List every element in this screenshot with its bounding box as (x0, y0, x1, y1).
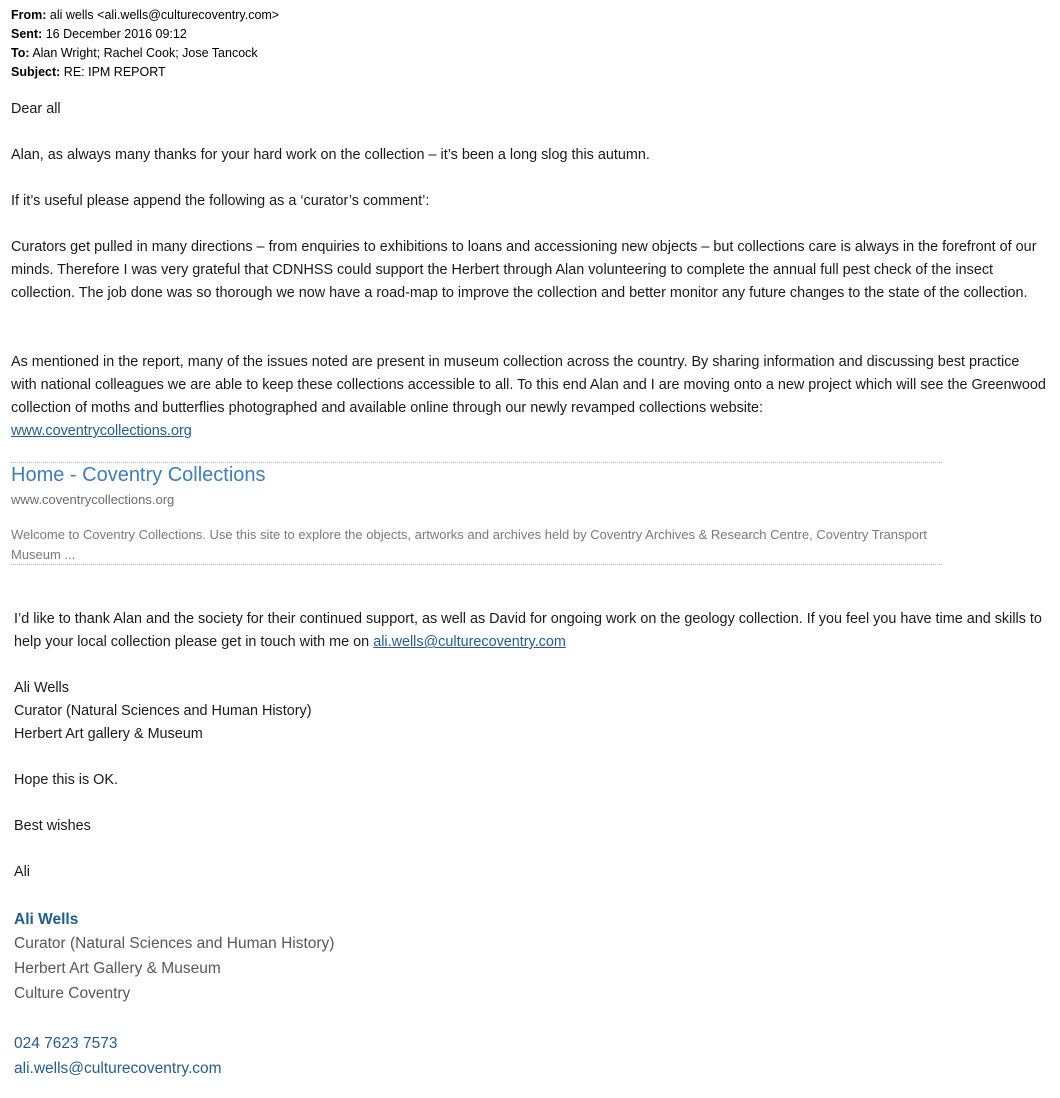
thanks-paragraph: Alan, as always many thanks for your hard work on the collection – it’s been a long slog this autumn. (11, 147, 650, 163)
signature-email[interactable]: ali.wells@culturecoventry.com (14, 1060, 222, 1077)
signature-company: Culture Coventry (14, 985, 131, 1002)
from-value[interactable]: ali wells <ali.wells@culturecoventry.com> (49, 8, 280, 22)
subject-label: Subject: (11, 65, 61, 79)
append-request: If it’s useful please append the following as a ‘curator’s comment’: (11, 193, 430, 209)
signoff-block (14, 677, 1050, 746)
preview-description: Welcome to Coventry Collections. Use this site to explore the objects, artworks and archives held by Coventry Archives & Research Centre, Coventry Transport Museum ... (11, 527, 927, 562)
report-paragraph (11, 351, 1047, 443)
sent-label: Sent: (11, 27, 43, 41)
signoff-role: Curator (Natural Sciences and Human History) (14, 703, 312, 719)
signature-role: Curator (Natural Sciences and Human History) (14, 935, 335, 952)
signature-phone[interactable]: 024 7623 7573 (14, 1035, 118, 1052)
sent-value: 16 December 2016 09:12 (45, 27, 187, 41)
preview-bottom-rule (11, 564, 942, 565)
from-label: From: (11, 8, 47, 22)
signature-name: Ali Wells (14, 911, 79, 928)
signoff-name: Ali Wells (14, 680, 69, 696)
preview-url: www.coventrycollections.org (11, 492, 175, 507)
society-thanks-text: I’d like to thank Alan and the society for their continued support, as well as David for ongoing work on the geology collection. If you feel you have time and skills to help your local collection please get in touch with me on (14, 611, 1042, 650)
website-link[interactable]: www.coventrycollections.org (11, 423, 192, 439)
from-row (11, 6, 279, 25)
to-label: To: (11, 46, 30, 60)
best-wishes: Best wishes (14, 818, 91, 834)
short-name: Ali (14, 864, 30, 880)
subject-row (11, 63, 279, 82)
curators-paragraph: Curators get pulled in many directions – from enquiries to exhibitions to loans and accessioning new objects – but collections care is always in the forefront of our minds. Therefore I was very grateful that CDNHSS could support the Herbert through Alan volunteering to complete the annual full pest check of the insect collection. The job done was so thorough we now have a road-map to improve the collection and better monitor any future changes to the state of the collection. (11, 239, 1037, 301)
contact-email-link[interactable]: ali.wells@culturecoventry.com (373, 634, 566, 650)
subject-value: RE: IPM REPORT (63, 65, 166, 79)
to-value[interactable]: Alan Wright; Rachel Cook; Jose Tancock (32, 46, 258, 60)
link-preview-card[interactable] (11, 462, 942, 565)
greeting: Dear all (11, 101, 61, 117)
sent-row (11, 25, 279, 44)
hope-ok: Hope this is OK. (14, 772, 118, 788)
society-thanks-paragraph (14, 608, 1044, 654)
report-text: As mentioned in the report, many of the issues noted are present in museum collection across the country. By sharing information and discussing best practice with national colleagues we are able to keep these collections accessible to all. To this end Alan and I are moving onto a new project which will see the Greenwood collection of moths and butterflies photographed and available online through our newly revamped collections website: (11, 354, 1046, 416)
email-header (11, 6, 279, 82)
signoff-org: Herbert Art gallery & Museum (14, 726, 203, 742)
to-row (11, 44, 279, 63)
preview-title[interactable]: Home - Coventry Collections (11, 464, 266, 486)
signature-org: Herbert Art Gallery & Museum (14, 960, 221, 977)
